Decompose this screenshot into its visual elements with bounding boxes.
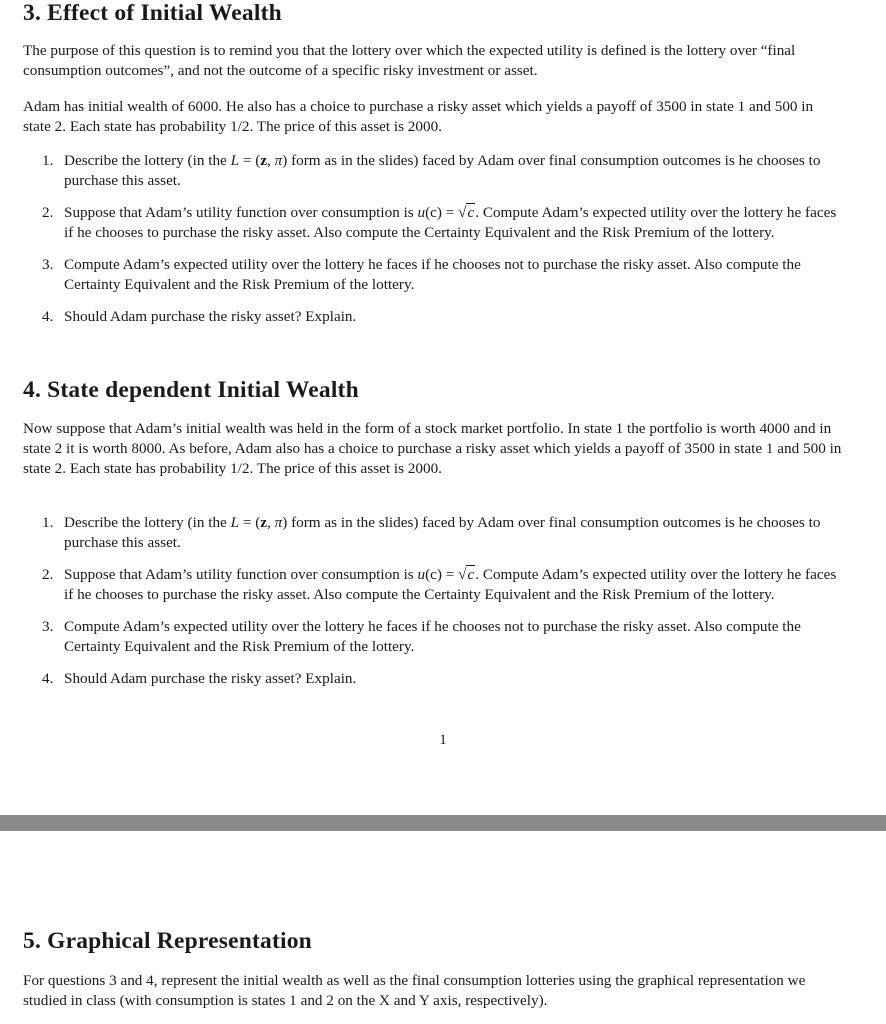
section-3-intro-paragraph: The purpose of this question is to remind you that the lottery over which the expected utility is defined is the lottery over “final consumption outcomes”, and not the outcome of a specific risky investment or asset.	[23, 42, 796, 79]
section-4-question-3: 3. Compute Adam’s expected utility over the lottery he faces if he chooses not to purchase the risky asset. Also compute the Certainty Equivalent and the Risk Premium of the lottery.	[42, 618, 801, 655]
section-3-question-3: 3. Compute Adam’s expected utility over the lottery he faces if he chooses not to purchase the risky asset. Also compute the Certainty Equivalent and the Risk Premium of the lottery.	[42, 256, 801, 293]
utility-function-formula: u(c) = √c	[417, 566, 475, 583]
section-5-paragraph: For questions 3 and 4, represent the initial wealth as well as the final consumption lotteries using the graphical representation we studied in class (with consumption is states 1 and 2 on the X and Y axis, respectively).	[23, 972, 806, 1009]
question-number: 1.	[42, 152, 54, 169]
page-number: 1	[439, 732, 447, 748]
question-number: 1.	[42, 514, 54, 531]
question-number: 4.	[42, 670, 54, 687]
question-number: 3.	[42, 256, 54, 273]
section-4-question-list	[23, 513, 843, 701]
lottery-notation: L = (z, π)	[230, 152, 288, 169]
document-page-2	[0, 831, 886, 1024]
section-3-question-4: 4. Should Adam purchase the risky asset? Explain.	[42, 308, 357, 325]
page-separator	[0, 815, 886, 831]
question-number: 4.	[42, 308, 54, 325]
question-number: 3.	[42, 618, 54, 635]
section-4-question-4: 4. Should Adam purchase the risky asset? Explain.	[42, 670, 357, 687]
section-3-question-list	[23, 151, 843, 339]
question-number: 2.	[42, 204, 54, 221]
section-3-setup-paragraph: Adam has initial wealth of 6000. He also has a choice to purchase a risky asset which yields a payoff of 3500 in state 1 and 500 in state 2. Each state has probability 1/2. The price of this asset is 2000.	[23, 98, 814, 135]
question-number: 2.	[42, 566, 54, 583]
utility-function-formula: u(c) = √c	[417, 204, 475, 221]
section-4-setup-paragraph: Now suppose that Adam’s initial wealth was held in the form of a stock market portfolio. In state 1 the portfolio is worth 4000 and in state 2 it is worth 8000. As before, Adam also has a choice to purchase a risky asset which yields a payoff of 3500 in state 1 and 500 in state 2. Each state has probability 1/2. The price of this asset is 2000.	[23, 420, 842, 477]
section-4-question-1: 1. Describe the lottery (in the L = (z, π) form as in the slides) faced by Adam over final consumption outcomes is he chooses to purchase this asset.	[42, 514, 821, 551]
lottery-notation: L = (z, π)	[230, 514, 288, 531]
section-3-heading: 3. Effect of Initial Wealth	[23, 0, 282, 26]
section-4-heading: 4. State dependent Initial Wealth	[23, 377, 359, 403]
section-5-heading: 5. Graphical Representation	[23, 928, 312, 954]
section-4-question-2: 2. Suppose that Adam’s utility function over consumption is u(c) = √c. Compute Adam’s expected utility over the lottery he faces if he chooses to purchase the risky asset. Also compute the Certainty Equivalent and the Risk Premium of the lottery.	[42, 566, 837, 603]
section-3-question-1: 1. Describe the lottery (in the L = (z, π) form as in the slides) faced by Adam over final consumption outcomes is he chooses to purchase this asset.	[42, 152, 821, 189]
section-3-question-2: 2. Suppose that Adam’s utility function over consumption is u(c) = √c. Compute Adam’s expected utility over the lottery he faces if he chooses to purchase the risky asset. Also compute the Certainty Equivalent and the Risk Premium of the lottery.	[42, 204, 837, 241]
